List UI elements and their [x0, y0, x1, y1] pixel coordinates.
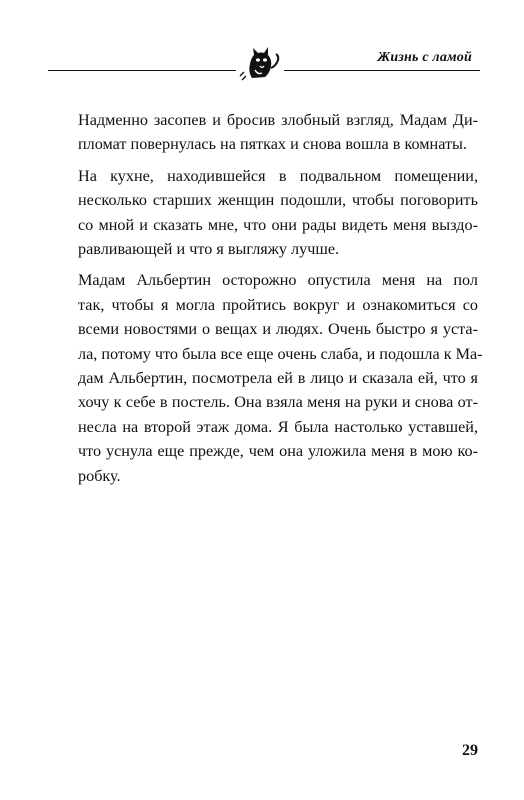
text-line: Мадам Альбертин осторожно опустила меня на пол	[78, 271, 478, 290]
paragraph	[50, 108, 478, 157]
text-line: со мной и сказать мне, что они рады видеть меня выздо-	[78, 215, 478, 234]
text-line: так, чтобы я могла пройтись вокруг и ознакомиться со	[78, 295, 478, 314]
text-line: несколько старших женщин подошли, чтобы поговорить	[78, 191, 478, 210]
page-number: 29	[462, 742, 478, 759]
text-line: несла на второй этаж дома. Я была настолько уставшей,	[78, 417, 478, 436]
text-line: хочу к себе в постель. Она взяла меня на руки и снова от-	[78, 393, 478, 412]
text-body	[50, 108, 483, 495]
paragraph	[50, 164, 478, 262]
cat-icon	[238, 42, 280, 82]
text-line: дам Альбертин, посмотрела ей в лицо и сказала ей, что я	[78, 369, 478, 388]
paragraph	[50, 268, 483, 488]
text-line: ла, потому что была все еще очень слаба, и подошла к Ма-	[78, 344, 483, 363]
text-line: всеми новостями о вещах и людях. Очень быстро я уста-	[78, 320, 478, 339]
text-line: Надменно засопев и бросив злобный взгляд, Мадам Ди-	[78, 111, 478, 129]
text-line: равливающей и что я выгляжу лучше.	[78, 240, 340, 259]
text-line: что уснула еще прежде, чем она уложила меня в мою ко-	[78, 442, 478, 461]
running-title: Жизнь с ламой	[377, 50, 472, 65]
text-line: На кухне, находившейся в подвальном помещении,	[78, 166, 478, 185]
text-line: робку.	[78, 466, 121, 485]
header-rule-left	[48, 70, 236, 71]
text-line: пломат повернулась на пятках и снова вошла в комнаты.	[78, 135, 467, 154]
header-rule-right	[284, 70, 480, 71]
page-header	[48, 42, 480, 82]
